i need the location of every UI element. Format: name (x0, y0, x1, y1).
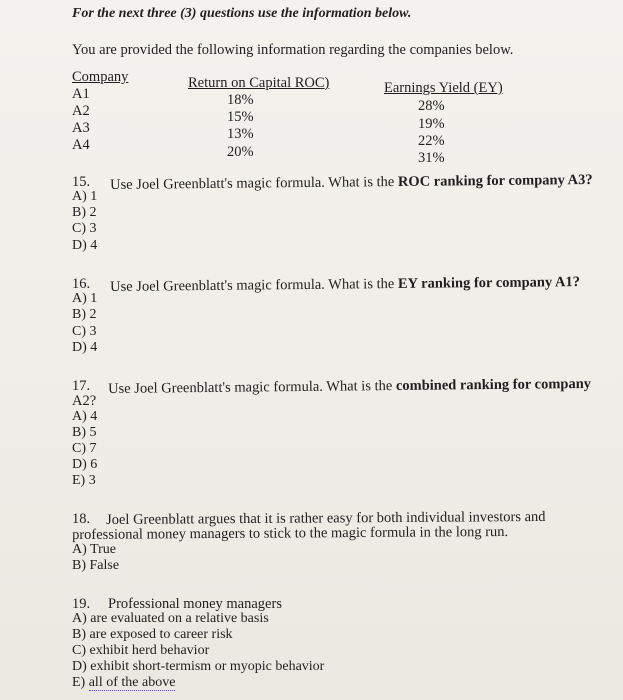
question-18-text-line2: professional money managers to stick to the magic formula in the long run. (72, 523, 509, 543)
company-cell: A3 (72, 120, 90, 136)
question-19-option[interactable]: C) exhibit herd behavior (72, 643, 210, 658)
question-19-option[interactable]: B) are exposed to career risk (72, 627, 233, 642)
question-16-text (110, 274, 580, 295)
question-17-option[interactable]: A) 4 (72, 409, 98, 424)
question-15-text (110, 172, 593, 193)
question-19-option-last-text: all of the above (88, 675, 176, 690)
ey-cell: 28% (418, 98, 445, 114)
question-16-option[interactable]: D) 4 (72, 340, 98, 355)
question-15-option[interactable]: B) 2 (72, 205, 97, 220)
question-15-option[interactable]: A) 1 (72, 189, 98, 204)
ey-cell: 31% (418, 150, 445, 166)
question-19-option-last[interactable] (72, 675, 175, 691)
question-19-option[interactable]: A) are evaluated on a relative basis (72, 611, 269, 626)
question-15-text-plain: Use Joel Greenblatt's magic formula. What is the (110, 173, 398, 193)
question-17-text-plain: Use Joel Greenblatt's magic formula. What is the (108, 377, 396, 397)
instruction-heading: For the next three (3) questions use the information below. (72, 6, 412, 21)
question-18-text-line1: Joel Greenblatt argues that it is rather easy for both individual investors and (106, 508, 546, 528)
company-cell: A1 (72, 86, 90, 102)
ey-cell: 22% (418, 133, 445, 149)
question-19-option[interactable]: D) exhibit short-termism or myopic behavior (72, 659, 325, 674)
question-17-text-line2: A2? (72, 393, 97, 409)
question-15-option[interactable]: D) 4 (72, 238, 98, 253)
question-17-text (108, 376, 591, 397)
question-19-number: 19. (72, 596, 91, 612)
column-header-company: Company (72, 69, 129, 85)
company-cell: A2 (72, 103, 90, 119)
question-17-option[interactable]: E) 3 (72, 473, 96, 488)
question-19-option-last-prefix: E) (72, 675, 89, 690)
column-header-roc: Return on Capital ROC) (188, 75, 330, 91)
intro-text: You are provided the following information regarding the companies below. (72, 42, 514, 58)
question-18-number: 18. (72, 511, 91, 527)
roc-cell: 20% (227, 144, 254, 160)
roc-cell: 15% (227, 109, 254, 125)
question-16-text-plain: Use Joel Greenblatt's magic formula. What is the (110, 275, 398, 295)
roc-cell: 13% (227, 126, 254, 142)
question-15-number: 15. (72, 174, 91, 190)
question-16-option[interactable]: B) 2 (72, 307, 97, 322)
question-18-option[interactable]: B) False (72, 558, 120, 573)
question-16-number: 16. (72, 276, 91, 292)
question-15-text-bold: ROC ranking for company A3? (397, 171, 593, 190)
question-18-option[interactable]: A) True (72, 542, 116, 557)
roc-cell: 18% (227, 92, 254, 108)
question-16-text-bold: EY ranking for company A1? (397, 274, 581, 292)
question-16-option[interactable]: A) 1 (72, 291, 98, 306)
question-17-number: 17. (72, 378, 91, 394)
question-17-text-bold: combined ranking for company (395, 375, 592, 394)
question-17-option[interactable]: D) 6 (72, 457, 98, 472)
question-19-text: Professional money managers (108, 596, 282, 612)
question-16-option[interactable]: C) 3 (72, 324, 97, 339)
question-17-option[interactable]: B) 5 (72, 425, 97, 440)
ey-cell: 19% (418, 116, 445, 132)
question-17-option[interactable]: C) 7 (72, 441, 97, 456)
company-cell: A4 (72, 137, 90, 153)
question-15-option[interactable]: C) 3 (72, 221, 97, 236)
column-header-ey: Earnings Yield (EY) (384, 80, 503, 96)
